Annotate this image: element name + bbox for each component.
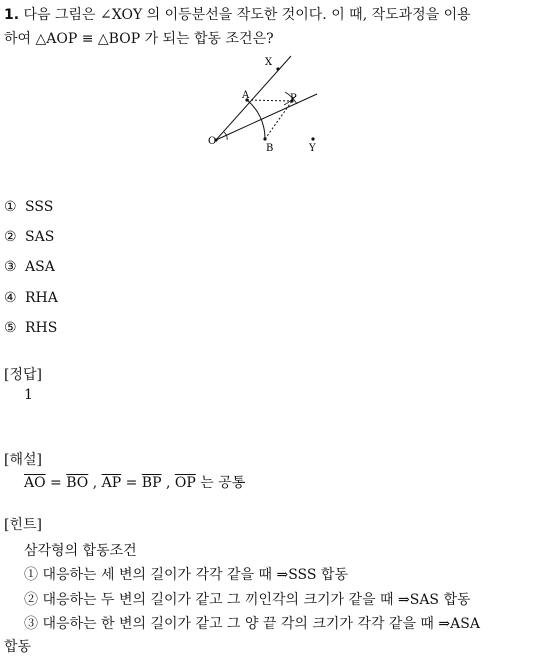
equals-sign: =: [125, 475, 138, 491]
hint-title: 삼각형의 합동조건: [24, 543, 137, 559]
equals-sign: =: [50, 475, 62, 491]
choice-text: SSS: [25, 199, 54, 215]
choice-text: RHA: [25, 290, 58, 306]
choice-marker: ⑤: [4, 320, 17, 336]
choice-1[interactable]: [4, 199, 53, 215]
label-p: P: [290, 93, 297, 104]
explanation-text: [24, 472, 245, 492]
hint-item-2: ② 대응하는 두 변의 길이가 같고 그 끼인각의 크기가 같을 때 ⇒SAS 합동: [24, 592, 471, 608]
point-b: [263, 137, 266, 140]
hint-item-1: ① 대응하는 세 변의 길이가 각각 같을 때 ⇒SSS 합동: [24, 567, 348, 583]
segment-ap: [247, 100, 292, 101]
choice-marker: ③: [4, 259, 17, 275]
question-line-1: [4, 4, 471, 24]
choice-text: ASA: [25, 259, 55, 275]
choice-text: RHS: [25, 320, 58, 336]
point-x: [276, 67, 279, 70]
question-number: 1.: [4, 7, 20, 23]
segment-ap: $\overline{AP}$: [101, 475, 122, 491]
ray-ox: [216, 56, 291, 140]
explanation-header: [해설]: [4, 452, 42, 468]
label-y: Y: [309, 143, 316, 154]
question-line-2: 하여 △AOP ≡ △BOP 가 되는 합동 조건은?: [4, 31, 274, 47]
label-b: B: [266, 143, 274, 154]
choice-2[interactable]: [4, 229, 54, 245]
choice-marker: ④: [4, 290, 17, 306]
choice-text: SAS: [25, 229, 55, 245]
point-y: [311, 137, 314, 140]
arc-ab: [247, 100, 265, 139]
choice-5[interactable]: [4, 320, 57, 336]
choice-4[interactable]: [4, 290, 58, 306]
question-text-1: 다음 그림은 ∠XOY 의 이등분선을 작도한 것이다. 이 때, 작도과정을 이용: [23, 7, 471, 23]
segment-bp: $\overline{BP}$: [141, 475, 162, 491]
segment-op: $\overline{OP}$: [174, 475, 196, 491]
label-o: O: [208, 136, 217, 147]
hint-header: [힌트]: [4, 517, 42, 533]
comma: ,: [92, 475, 98, 491]
choice-marker: ①: [4, 199, 17, 215]
hint-item-3-wrap: 합동: [4, 639, 32, 655]
ray-op: [216, 94, 317, 140]
label-x: X: [265, 57, 273, 68]
figure-svg: [200, 52, 330, 156]
angle-bisector-figure: [200, 52, 330, 156]
choice-marker: ②: [4, 229, 17, 245]
comma: ,: [165, 475, 171, 491]
segment-ao: $\overline{AO}$: [24, 475, 46, 491]
label-a: A: [242, 90, 250, 101]
answer-header: [정답]: [4, 367, 42, 383]
answer-value: 1: [24, 387, 33, 403]
segment-bo: $\overline{BO}$: [66, 475, 89, 491]
explanation-tail: 는 공통: [200, 475, 246, 491]
choice-3[interactable]: [4, 259, 55, 275]
hint-item-3: ③ 대응하는 한 변의 길이가 같고 그 양 끝 각의 크기가 각각 같을 때 ⇒ASA: [24, 616, 480, 632]
